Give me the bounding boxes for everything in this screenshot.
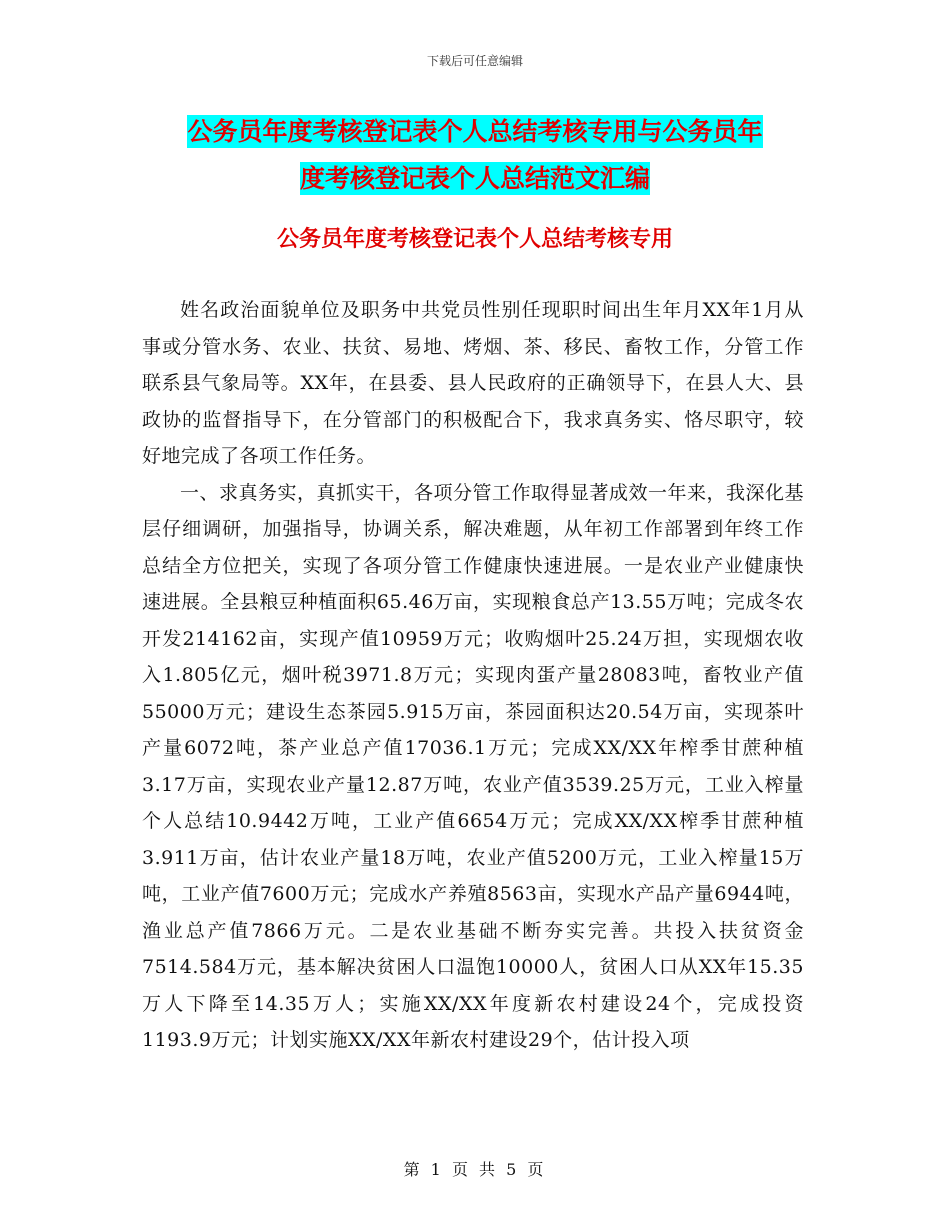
paragraph-2: 一、求真务实，真抓实干，各项分管工作取得显著成效一年来，我深化基层仔细调研，加强指导，协调关系，解决难题，从年初工作部署到年终工作总结全方位把关，实现了各项分管工作健康快速进展。一是农业产业健康快速进展。全县粮豆种植面积65.46万亩，实现粮食总产13.55万吨；完成冬农开发214162亩，实现产值10959万元；收购烟叶25.24万担，实现烟农收入1.805亿元，烟叶税3971.8万元；实现肉蛋产量28083吨，畜牧业产值55000万元；建设生态茶园5.915万亩，茶园面积达20.54万亩，实现茶叶产量6072吨，茶产业总产值17036.1万元；完成XX/XX年榨季甘蔗种植3.17万亩，实现农业产量12.87万吨，农业产值3539.25万元，工业入榨量个人总结10.9442万吨，工业产值6654万元；完成XX/XX榨季甘蔗种植3.911万亩，估计农业产量18万吨，农业产值5200万元，工业入榨量15万吨，工业产值7600万元；完成水产养殖8563亩，实现水产品产量6944吨，渔业总产值7866万元。二是农业基础不断夯实完善。共投入扶贫资金7514.584万元，基本解决贫困人口温饱10000人，贫困人口从XX年15.35万人下降至14.35万人；实施XX/XX年度新农村建设24个，完成投资1193.9万元；计划实施XX/XX年新农村建设29个，估计投入项 [142,481,805,1051]
document-title-line-1: 公务员年度考核登记表个人总结考核专用与公务员年 [187,117,763,146]
document-title [120,108,830,202]
page-footer: 第 1 页 共 5 页 [403,1160,547,1179]
page-header-note: 下载后可任意编辑 [426,54,523,68]
document-title-line-2: 度考核登记表个人总结范文汇编 [299,164,650,193]
body-text [142,292,804,1059]
paragraph-1: 姓名政治面貌单位及职务中共党员性别任现职时间出生年月XX年1月从事或分管水务、农业、扶贫、易地、烤烟、茶、移民、畜牧工作，分管工作联系县气象局等。XX年，在县委、县人民政府的正确领导下，在县人大、县政协的监督指导下，在分管部门的积极配合下，我求真务实、恪尽职守，较好地完成了各项工作任务。 [142,299,804,467]
section-title: 公务员年度考核登记表个人总结考核专用 [276,227,673,252]
